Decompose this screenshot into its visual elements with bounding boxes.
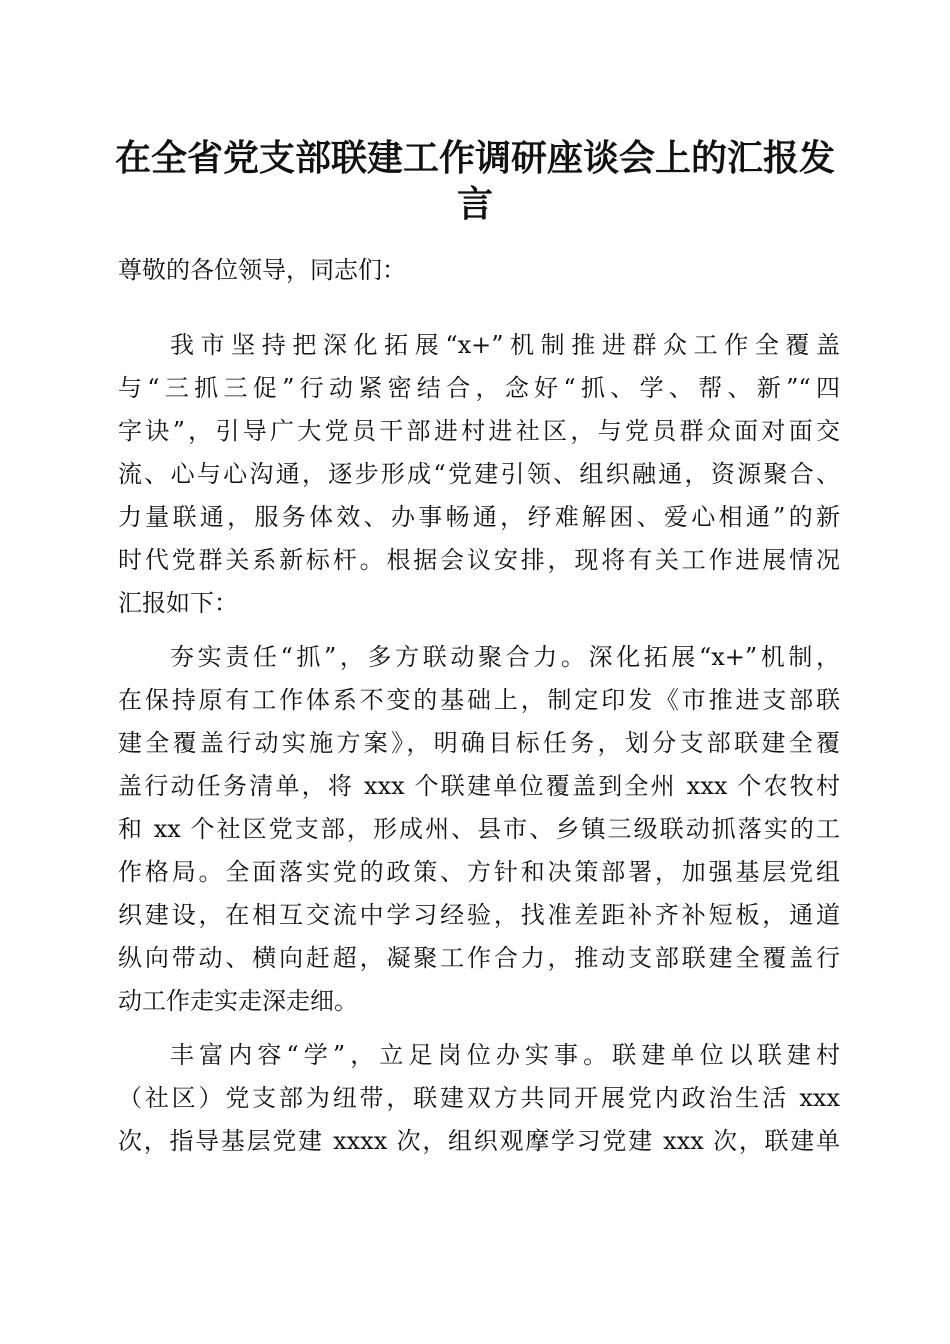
text-line: 建全覆盖行动实施方案》，明确目标任务，划分支部联建全覆 <box>118 729 840 757</box>
greeting: 尊敬的各位领导，同志们： <box>118 256 406 284</box>
text-line: 作格局。全面落实党的政策、方针和决策部署，加强基层党组 <box>118 858 840 886</box>
text-line: 纵向带动、横向赶超，凝聚工作合力，推动支部联建全覆盖行 <box>118 944 840 972</box>
text-line: 流、心与心沟通，逐步形成“党建引领、组织融通，资源聚合、 <box>118 460 840 488</box>
text-line: 盖行动任务清单，将 xxx 个联建单位覆盖到全州 xxx 个农牧村 <box>118 772 840 800</box>
text-line: 动工作走实走深走细。 <box>118 987 358 1015</box>
text-line: 次，指导基层党建 xxxx 次，组织观摩学习党建 xxx 次，联建单 <box>118 1127 840 1155</box>
paragraph-learning <box>118 1039 840 1168</box>
text-line: 汇报如下： <box>118 589 238 617</box>
text-line: 字诀”，引导广大党员干部进村进社区，与党员群众面对面交 <box>118 417 840 445</box>
text-line: （社区）党支部为纽带，联建双方共同开展党内政治生活 xxx <box>118 1084 840 1112</box>
document-title <box>100 135 850 227</box>
paragraph-responsibility <box>118 641 840 1028</box>
text-line: 时代党群关系新标杆。根据会议安排，现将有关工作进展情况 <box>118 546 840 574</box>
title-line: 言 <box>456 183 493 225</box>
text-line: 在保持原有工作体系不变的基础上，制定印发《市推进支部联 <box>118 686 840 714</box>
text-line: 我市坚持把深化拓展“x+”机制推进群众工作全覆盖 <box>170 331 840 359</box>
text-line: 和 xx 个社区党支部，形成州、县市、乡镇三级联动抓落实的工 <box>118 815 840 843</box>
paragraph-intro <box>118 329 840 630</box>
text-line: 与“三抓三促”行动紧密结合，念好“抓、学、帮、新”“四 <box>118 374 840 402</box>
text-line: 夯实责任“抓”，多方联动聚合力。深化拓展“x+”机制， <box>170 643 840 671</box>
text-line: 丰富内容“学”，立足岗位办实事。联建单位以联建村 <box>170 1041 840 1069</box>
text-line: 力量联通，服务体效、办事畅通，纾难解困、爱心相通”的新 <box>118 503 840 531</box>
title-line: 在全省党支部联建工作调研座谈会上的汇报发 <box>114 137 835 179</box>
text-line: 织建设，在相互交流中学习经验，找准差距补齐补短板，通道 <box>118 901 840 929</box>
